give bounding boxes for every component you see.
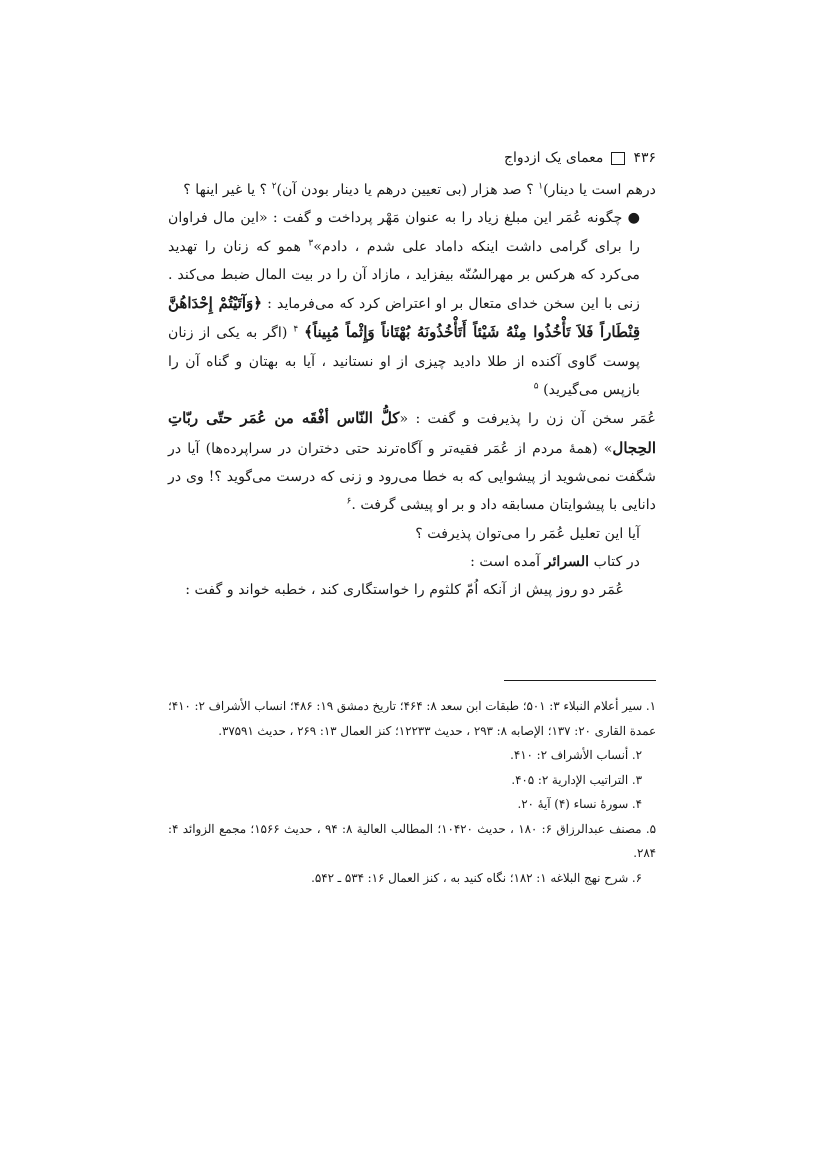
paragraph-1: درهم است یا دینار)$^۱$ ؟ صد هزار (بی تعیین درهم یا دینار بودن آن)$^۲$ ؟ یا غیر اینها ؟ <box>183 181 656 198</box>
footnote-ref: ۴ <box>293 324 299 335</box>
footnote-ref: ۳ <box>308 237 314 248</box>
paragraph-2: ● چگونه عُمَر این مبلغ زیاد را به عنوان مَهْر پرداخت و گفت : «این مال فراوان را برای گرامی داشت اینکه داماد علی شدم ، دادم»$^۳$ همو که زنان را تهدید می‌کرد که هرکس بر مهرالسُنّه بیفزاید ، مازاد آن را در بیت المال ضبط می‌کند . زنی با این سخن خدای متعال بر او اعتراض کرد که می‌فرماید : ﴿وَآتَيْتُمْ إِحْدَاهُنَّ قِنْطَاراً فَلاَ تَأْخُذُوا مِنْهُ شَيْئاً أَتَأْخُذُونَهُ بُهْتَاناً وَإِثْماً مُبِيناً﴾ $^۴$ (اگر به یکی از زنان پوست گاوی آکنده از طلا دادید چیزی از او نستانید ، آیا به بهتان و گناه آن را بازپس می‌گیرید) $^۵$ <box>168 210 640 399</box>
book-title: السرائر <box>544 553 590 570</box>
footnotes <box>168 694 656 890</box>
paragraph-5: در کتاب السرائر آمده است : <box>470 553 640 570</box>
footnote-5: ۵. مصنف عبدالرزاق ۶: ۱۸۰ ، حدیث ۱۰۴۲۰؛ المطالب العالیة ۸: ۹۴ ، حدیث ۱۵۶۶؛ مجمع الزوائد ۴: ۲۸۴. <box>168 821 656 860</box>
paragraph-4: آیا این تعلیل عُمَر را می‌توان پذیرفت ؟ <box>415 525 640 542</box>
footnote-ref: ۵ <box>533 381 539 392</box>
main-text <box>168 176 656 604</box>
quran-verse: ﴿وَآتَيْتُمْ إِحْدَاهُنَّ قِنْطَاراً فَلاَ تَأْخُذُوا مِنْهُ شَيْئاً أَتَأْخُذُونَهُ بُهْتَاناً وَإِثْماً مُبِيناً﴾ <box>168 294 640 342</box>
chapter-title: معمای یک ازدواج <box>503 150 604 166</box>
square-ornament-icon <box>611 152 625 165</box>
footnote-ref: ۶ <box>346 496 352 507</box>
footnote-2: ۲. أنساب الأشراف ۲: ۴۱۰. <box>510 748 642 762</box>
footnote-ref: ۱ <box>538 181 544 192</box>
footnote-3: ۳. التراتیب الإداریة ۲: ۴۰۵. <box>511 772 642 787</box>
footnote-4: ۴. سورهٔ نساء (۴) آیهٔ ۲۰. <box>517 797 642 811</box>
footnote-1: ۱. سیر أعلام النبلاء ۳: ۵۰۱؛ طبقات ابن سعد ۸: ۴۶۴؛ تاریخ دمشق ۱۹: ۴۸۶؛ انساب الأشراف ۲: ۴۱۰؛ عمدة القاری ۲۰: ۱۳۷؛ الإصابه ۸: ۲۹۳ ، حدیث ۱۲۲۳۳؛ کنز العمال ۱۳: ۲۶۹ ، حدیث ۳۷۵۹۱. <box>168 699 656 738</box>
footnote-divider <box>504 680 656 681</box>
page-number: ۴۳۶ <box>633 150 656 166</box>
arabic-quote: كلُّ النّاس أفْقَه من عُمَر حتّى ربّاتِ الحِجال <box>168 409 656 457</box>
running-header <box>504 150 656 166</box>
footnote-ref: ۲ <box>271 181 277 192</box>
paragraph-3: عُمَر سخن آن زن را پذیرفت و گفت : «كلُّ النّاس أفْقَه من عُمَر حتّى ربّاتِ الحِجال» (همهٔ مردم از عُمَر فقیه‌تر و آگاه‌ترند حتی دختران در سراپرده‌ها) آیا در شگفت نمی‌شوید از پیشوایی که به خطا می‌رود و زنی که درست می‌گوید ؟! وی در دانایی با پیشوایتان مسابقه داد و بر او پیشی گرفت .$^۶$ <box>168 409 656 514</box>
paragraph-6: عُمَر دو روز پیش از آنکه اُمّ کلثوم را خواستگاری کند ، خطبه خواند و گفت : <box>185 582 624 599</box>
footnote-6: ۶. شرح نهج البلاغه ۱: ۱۸۲؛ نگاه کنید به ، کنز العمال ۱۶: ۵۳۴ ـ ۵۴۲. <box>311 870 642 885</box>
